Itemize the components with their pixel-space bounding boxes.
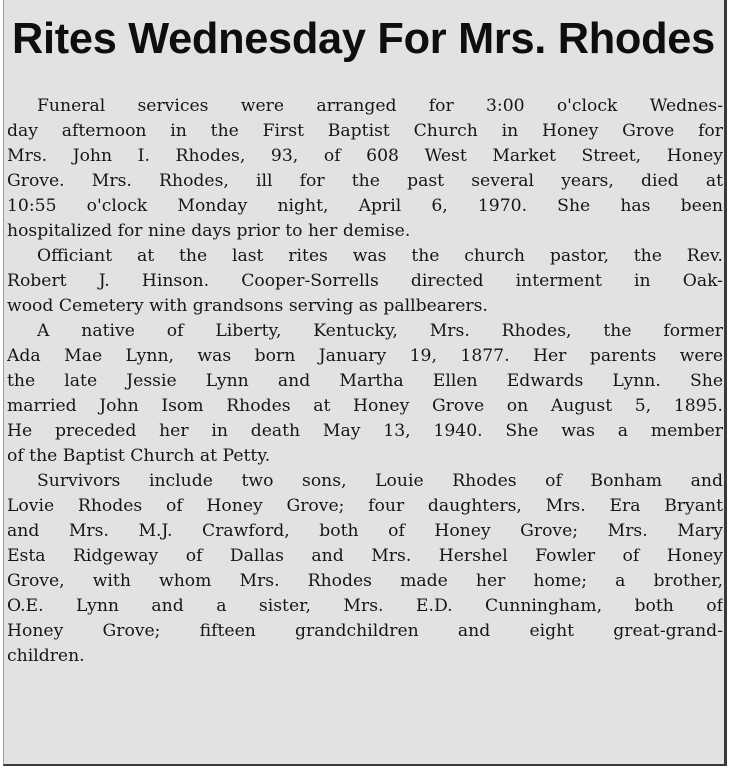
text-line: Esta Ridgeway of Dallas and Mrs. Hershel Fowler of Honey	[7, 546, 723, 566]
text-line: A native of Liberty, Kentucky, Mrs. Rhodes, the former	[37, 321, 723, 341]
text-line: O.E. Lynn and a sister, Mrs. E.D. Cunningham, both of	[7, 596, 723, 616]
text-line: Grove. Mrs. Rhodes, ill for the past several years, died at	[7, 171, 723, 191]
text-line: Grove, with whom Mrs. Rhodes made her home; a brother,	[7, 571, 723, 591]
text-line: Ada Mae Lynn, was born January 19, 1877. Her parents were	[7, 346, 723, 366]
text-line: Mrs. John I. Rhodes, 93, of 608 West Market Street, Honey	[7, 146, 723, 166]
text-line: the late Jessie Lynn and Martha Ellen Edwards Lynn. She	[7, 371, 723, 391]
text-line: Honey Grove; fifteen grandchildren and eight great-grand-	[7, 621, 723, 641]
text-line: 10:55 o'clock Monday night, April 6, 1970. She has been	[7, 196, 723, 216]
text-line: wood Cemetery with grandsons serving as pallbearers.	[7, 296, 488, 316]
text-line: He preceded her in death May 13, 1940. She was a member	[7, 421, 723, 441]
newspaper-clipping	[3, 0, 727, 766]
text-line: Lovie Rhodes of Honey Grove; four daughters, Mrs. Era Bryant	[7, 496, 723, 516]
text-line: married John Isom Rhodes at Honey Grove on August 5, 1895.	[7, 396, 723, 416]
text-line: hospitalized for nine days prior to her demise.	[7, 221, 411, 241]
paragraph-survivors	[7, 469, 723, 669]
text-line: of the Baptist Church at Petty.	[7, 446, 271, 466]
text-line: day afternoon in the First Baptist Church in Honey Grove for	[7, 121, 723, 141]
paragraph-funeral-services	[7, 94, 723, 244]
text-line: and Mrs. M.J. Crawford, both of Honey Grove; Mrs. Mary	[7, 521, 723, 541]
text-line: Survivors include two sons, Louie Rhodes of Bonham and	[37, 471, 723, 491]
text-line: Robert J. Hinson. Cooper-Sorrells directed interment in Oak-	[7, 271, 723, 291]
paragraph-biography	[7, 319, 723, 469]
text-line: Officiant at the last rites was the church pastor, the Rev.	[37, 246, 723, 266]
text-line: children.	[7, 646, 85, 666]
headline: Rites Wednesday For Mrs. Rhodes	[12, 14, 715, 63]
text-line: Funeral services were arranged for 3:00 o'clock Wednes-	[37, 96, 723, 116]
paragraph-officiant	[7, 244, 723, 319]
article-body	[7, 94, 723, 669]
